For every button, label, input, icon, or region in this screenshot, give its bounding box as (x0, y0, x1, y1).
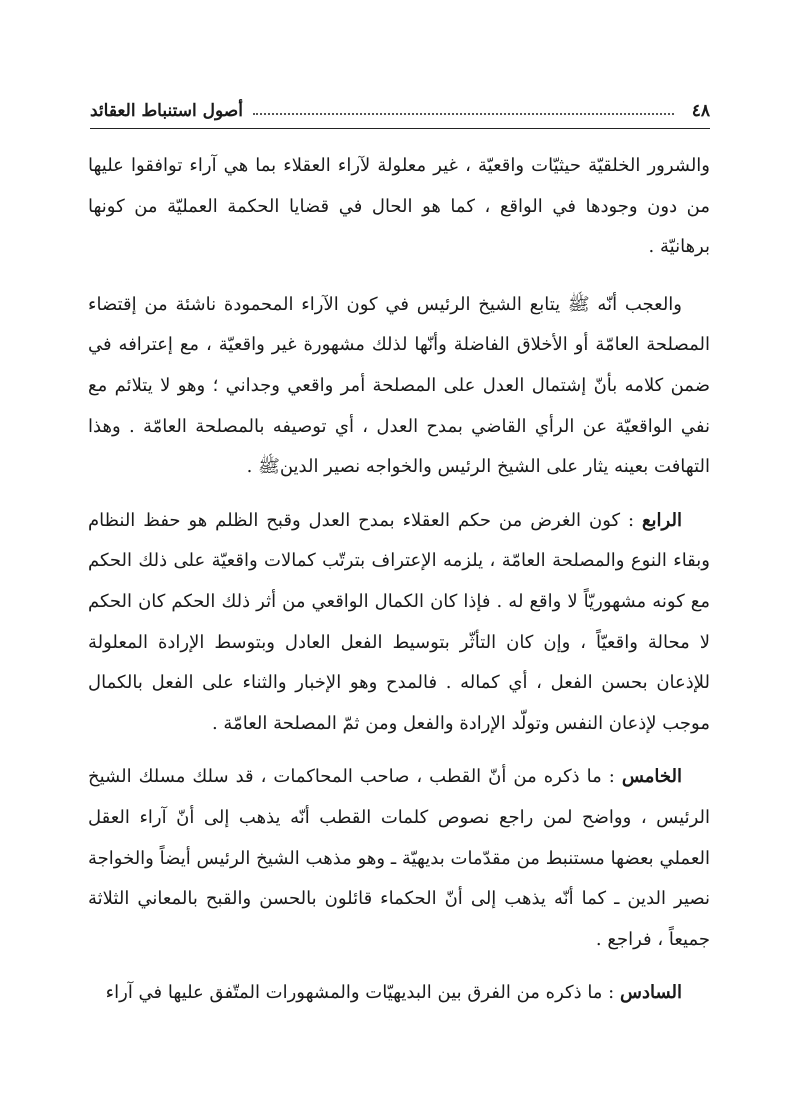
leader-dots (253, 113, 674, 115)
paragraph-1-text: والشرور الخلقيّة حيثيّات واقعيّة ، غير معلولة لآراء العقلاء بما هي آراء توافقوا عليها من دون وجودها في الواقع ، كما هو الحال في قضايا الحكمة العمليّة من كونها برهانيّة . (88, 155, 710, 258)
paragraph-5-lead: السادس (619, 982, 682, 1004)
running-header (90, 93, 710, 121)
page-number: ٤٨ (691, 101, 710, 121)
body-text (88, 146, 710, 1014)
paragraph-1 (88, 146, 710, 268)
paragraph-3-lead: الرابع (641, 509, 682, 531)
paragraph-2-text: والعجب أنّه ﷺ يتابع الشيخ الرئيس في كون الآراء المحمودة ناشئة من إقتضاء المصلحة العامّة أو الأخلاق الفاضلة وأنّها لذلك مشهورة غير واقعيّة ، مع إعترافه في ضمن كلامه بأنّ إشتمال العدل على المصلحة أمر واقعي وجداني ؛ وهو لا يتلائم مع نفي الواقعيّة عن الرأي القاضي بمدح العدل ، أي توصيفه بالمصلحة العامّة . وهذا التهافت بعينه يثار على الشيخ الرئيس والخواجه نصير الدينﷺ . (88, 293, 710, 478)
paragraph-5-text: : ما ذكره من الفرق بين البديهيّات والمشهورات المتّفق عليها في آراء (105, 982, 615, 1004)
paragraph-4 (88, 757, 710, 960)
paragraph-3 (88, 501, 710, 745)
paragraph-2 (88, 285, 710, 488)
header-divider (90, 128, 710, 129)
paragraph-5 (88, 973, 710, 1014)
paragraph-4-lead: الخامس (621, 766, 683, 788)
running-title: أصول استنباط العقائد (90, 101, 243, 121)
paragraph-3-text: : كون الغرض من حكم العقلاء بمدح العدل وقبح الظلم هو حفظ النظام وبقاء النوع والمصلحة العامّة ، يلزمه الإعتراف بترتّب كمالات واقعيّة على ذلك الحكم مع كونه مشهوريّاً لا واقع له . فإذا كان الكمال الواقعي من أثر ذلك الحكم كان الحكم لا محالة واقعيّاً ، وإن كان التأثّر بتوسيط الفعل العادل وبتوسط الإرادة المعلولة للإذعان بحسن الفعل ، أي كماله . فالمدح وهو الإخبار والثناء على الفعل بالكمال موجب لإذعان النفس وتولّد الإرادة والفعل ومن ثمّ المصلحة العامّة . (88, 509, 710, 734)
paragraph-4-text: : ما ذكره من أنّ القطب ، صاحب المحاكمات ، قد سلك مسلك الشيخ الرئيس ، وواضح لمن راجع نصوص كلمات القطب أنّه يذهب إلى أنّ آراء العقل العملي بعضها مستنبط من مقدّمات بديهيّة ـ وهو مذهب الشيخ الرئيس أيضاً والخواجة نصير الدين ـ كما أنّه يذهب إلى أنّ الحكماء قائلون بالحسن والقبح بالمعاني الثلاثة جميعاً ، فراجع . (88, 766, 710, 950)
